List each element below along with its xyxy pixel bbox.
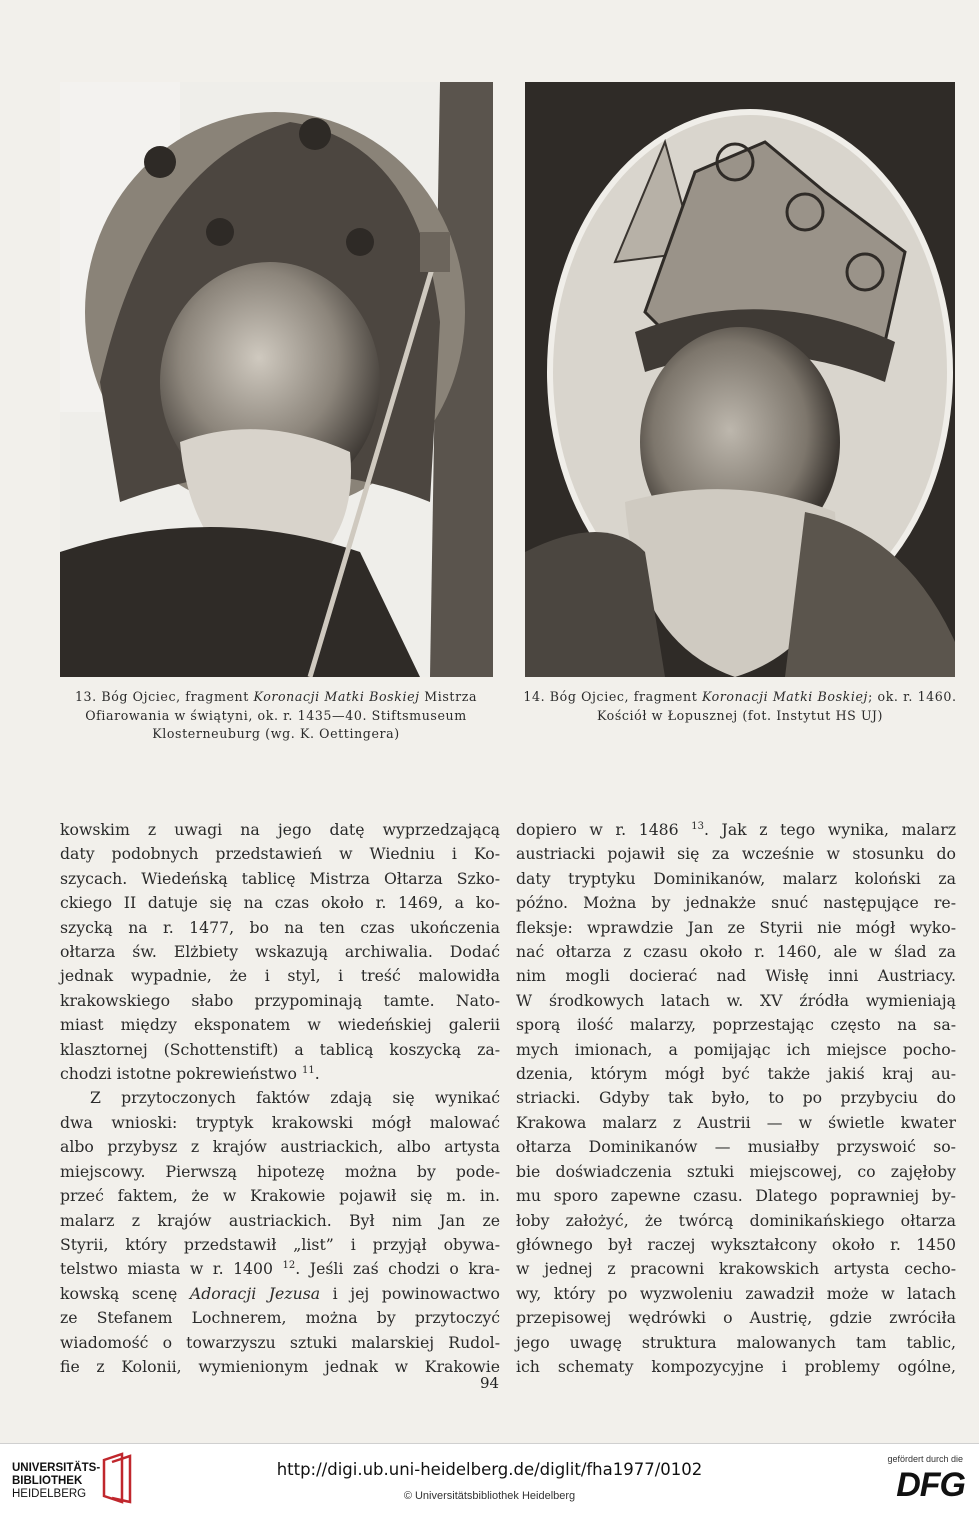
source-url-link[interactable]: http://digi.ub.uni-heidelberg.de/diglit/fha1977/0102 <box>276 1460 703 1479</box>
text-line: łoby założyć, że twórcą dominikańskiego ołtarza <box>516 1210 956 1230</box>
text-line: późno. Można by jednakże snuć następujące re- <box>516 893 956 913</box>
text-line: daty podobnych przedstawień w Wiedniu i Ko- <box>60 844 500 864</box>
copyright-notice: © Universitätsbibliothek Heidelberg <box>403 1490 576 1502</box>
text-line <box>60 1257 500 1281</box>
figure-14-number: 14. <box>523 689 546 704</box>
text-line: ołtarza Dominikanów — musiałby przyswoić so- <box>516 1137 956 1157</box>
footnote-ref-11: 11 <box>301 1065 315 1077</box>
text-line: przepisowej wędrówki o Austrię, gdzie zwróciła <box>516 1308 956 1328</box>
text-line: malarz z krajów austriackich. Był nim Jan ze <box>60 1210 500 1230</box>
footnote-ref-13: 13 <box>691 821 704 832</box>
figure-14-image <box>525 82 955 677</box>
figure-13-caption-source: Mistrza Ofiarowania w świątyni, ok. r. 1435—40. Stiftsmuseum Klosterneuburg (wg. K. Oettingera) <box>85 689 478 741</box>
text-line: dzenia, którym mógł być także jakiś kraj au- <box>516 1064 956 1084</box>
text-line: nać ołtarza z czasu około r. 1460, ale w ślad za <box>516 942 956 962</box>
italic-title: Adoracji Jezusa <box>189 1283 321 1303</box>
text-line <box>60 1062 500 1086</box>
figure-14-caption-title: Koronacji Matki Boskiej <box>701 689 869 704</box>
text-fragment: i jej powinowactwo <box>320 1283 501 1303</box>
figure-14-photo <box>525 82 955 677</box>
text-line: sporą ilość malarzy, poprzestając często na sa- <box>516 1015 956 1035</box>
text-line: głównego był raczej wykształcony około r. 1450 <box>516 1234 956 1254</box>
text-line: ich schematy kompozycyjne i problemy ogólne, <box>516 1356 956 1376</box>
text-line: ckiego II datuje się na czas około r. 1469, a ko- <box>60 893 500 913</box>
text-fragment: kowską scenę <box>60 1283 190 1303</box>
figure-13-caption-title: Koronacji Matki Boskiej <box>253 689 420 704</box>
text-fragment: . <box>314 1064 320 1084</box>
text-line: miejscowy. Pierwszą hipotezę można by pode- <box>60 1161 500 1181</box>
text-column-right <box>516 818 956 1379</box>
library-name-line: HEIDELBERG <box>12 1488 87 1500</box>
page-number: 94 <box>479 1374 500 1392</box>
text-line: Z przytoczonych faktów zdają się wynikać <box>90 1088 500 1108</box>
text-line: W środkowych latach w. XV źródła wymieniają <box>516 990 956 1010</box>
library-name-line: UNIVERSITÄTS- <box>12 1462 101 1474</box>
text-line: ze Stefanem Lochnerem, można by przytoczyć <box>60 1308 500 1328</box>
text-line: szycach. Wiedeńską tablicę Mistrza Ołtarza Szko- <box>60 868 500 888</box>
funding-label: gefördert durch die <box>887 1454 963 1464</box>
text-fragment: telstwo miasta w r. 1400 <box>60 1259 274 1279</box>
text-line: austriacki pojawił się za wcześnie w stosunku do <box>516 844 956 864</box>
text-line: w jednej z pracowni krakowskich artysta cecho- <box>516 1259 956 1279</box>
library-name-line: BIBLIOTHEK <box>12 1475 83 1487</box>
text-line: Krakowa malarz z Austrii — w świetle kwater <box>516 1112 956 1132</box>
text-line: nim mogli docierać nad Wisłę inni Austriacy. <box>516 966 956 986</box>
text-line: fie z Kolonii, wymienionym jednak w Krakowie <box>60 1356 500 1376</box>
figure-13-caption <box>45 688 507 744</box>
text-line: fleksje: wprawdzie Jan ze Styrii nie mógł wyko- <box>516 917 956 937</box>
figure-13-image <box>60 82 493 677</box>
text-line: kowskim z uwagi na jego datę wyprzedzającą <box>60 820 500 839</box>
figure-14-caption <box>515 688 965 725</box>
text-line: mu sporo zapewne czasu. Dlatego poprawniej by- <box>516 1186 956 1206</box>
text-line: jednak wypadnie, że i styl, i treść malowidła <box>60 966 500 986</box>
digitization-footer <box>0 1443 979 1514</box>
text-line: krakowskiego słabo przypominają tamte. Nato- <box>60 990 500 1010</box>
text-fragment: chodzi istotne pokrewieństwo <box>60 1064 297 1084</box>
text-line: jego uwagę struktura malowanych tam tablic, <box>516 1332 956 1352</box>
text-line: miast między eksponatem w wiedeńskiej galerii <box>60 1015 500 1035</box>
text-line: wy, który po wyzwoleniu zawadził może w latach <box>516 1283 956 1303</box>
text-fragment: dopiero w r. 1486 <box>516 820 679 839</box>
text-line: mych imionach, a pomijając ich miejsce pocho- <box>516 1039 956 1059</box>
figure-13-caption-text: Bóg Ojciec, fragment <box>96 689 254 704</box>
text-line <box>516 818 956 842</box>
text-line: ołtarza św. Elżbiety wskazują archiwalia. Dodać <box>60 942 500 962</box>
text-fragment: . Jeśli zaś chodzi o kra- <box>295 1259 500 1279</box>
text-line <box>60 1282 500 1306</box>
dfg-logo: DFG <box>896 1466 965 1504</box>
text-line: szycką na r. 1477, bo na ten czas ukończenia <box>60 917 500 937</box>
text-line: daty tryptyku Dominikanów, malarz koloński za <box>516 868 956 888</box>
text-line: klasztornej (Schottenstift) a tablicą koszycką za- <box>60 1039 500 1059</box>
text-line: bie doświadczenia sztuki miejscowej, co zajęłoby <box>516 1161 956 1181</box>
figure-14-caption-source: ; ok. r. 1460. Kościół w Łopusznej (fot. Instytut HS UJ) <box>596 689 957 723</box>
figure-13-photo <box>60 82 493 677</box>
text-column-left <box>60 818 500 1379</box>
text-line: wiadomość o towarzyszu sztuki malarskiej Rudol- <box>60 1332 500 1352</box>
text-fragment: . Jak z tego wynika, malarz <box>703 820 956 839</box>
footnote-ref-12: 12 <box>282 1260 296 1272</box>
figure-14-caption-text: Bóg Ojciec, fragment <box>545 689 702 704</box>
text-line: przeć faktem, że w Krakowie pojawił się m. in. <box>60 1186 500 1206</box>
text-line: dwa wnioski: tryptyk krakowski mógł malować <box>60 1112 500 1132</box>
text-line: Styrii, który przedstawił „list” i przyjął obywa- <box>60 1234 500 1254</box>
text-line: albo przybysz z krajów austriackich, albo artysta <box>60 1137 500 1157</box>
text-line: striacki. Gdyby tak było, to po przybyciu do <box>516 1088 956 1108</box>
figure-13-number: 13. <box>74 689 97 704</box>
